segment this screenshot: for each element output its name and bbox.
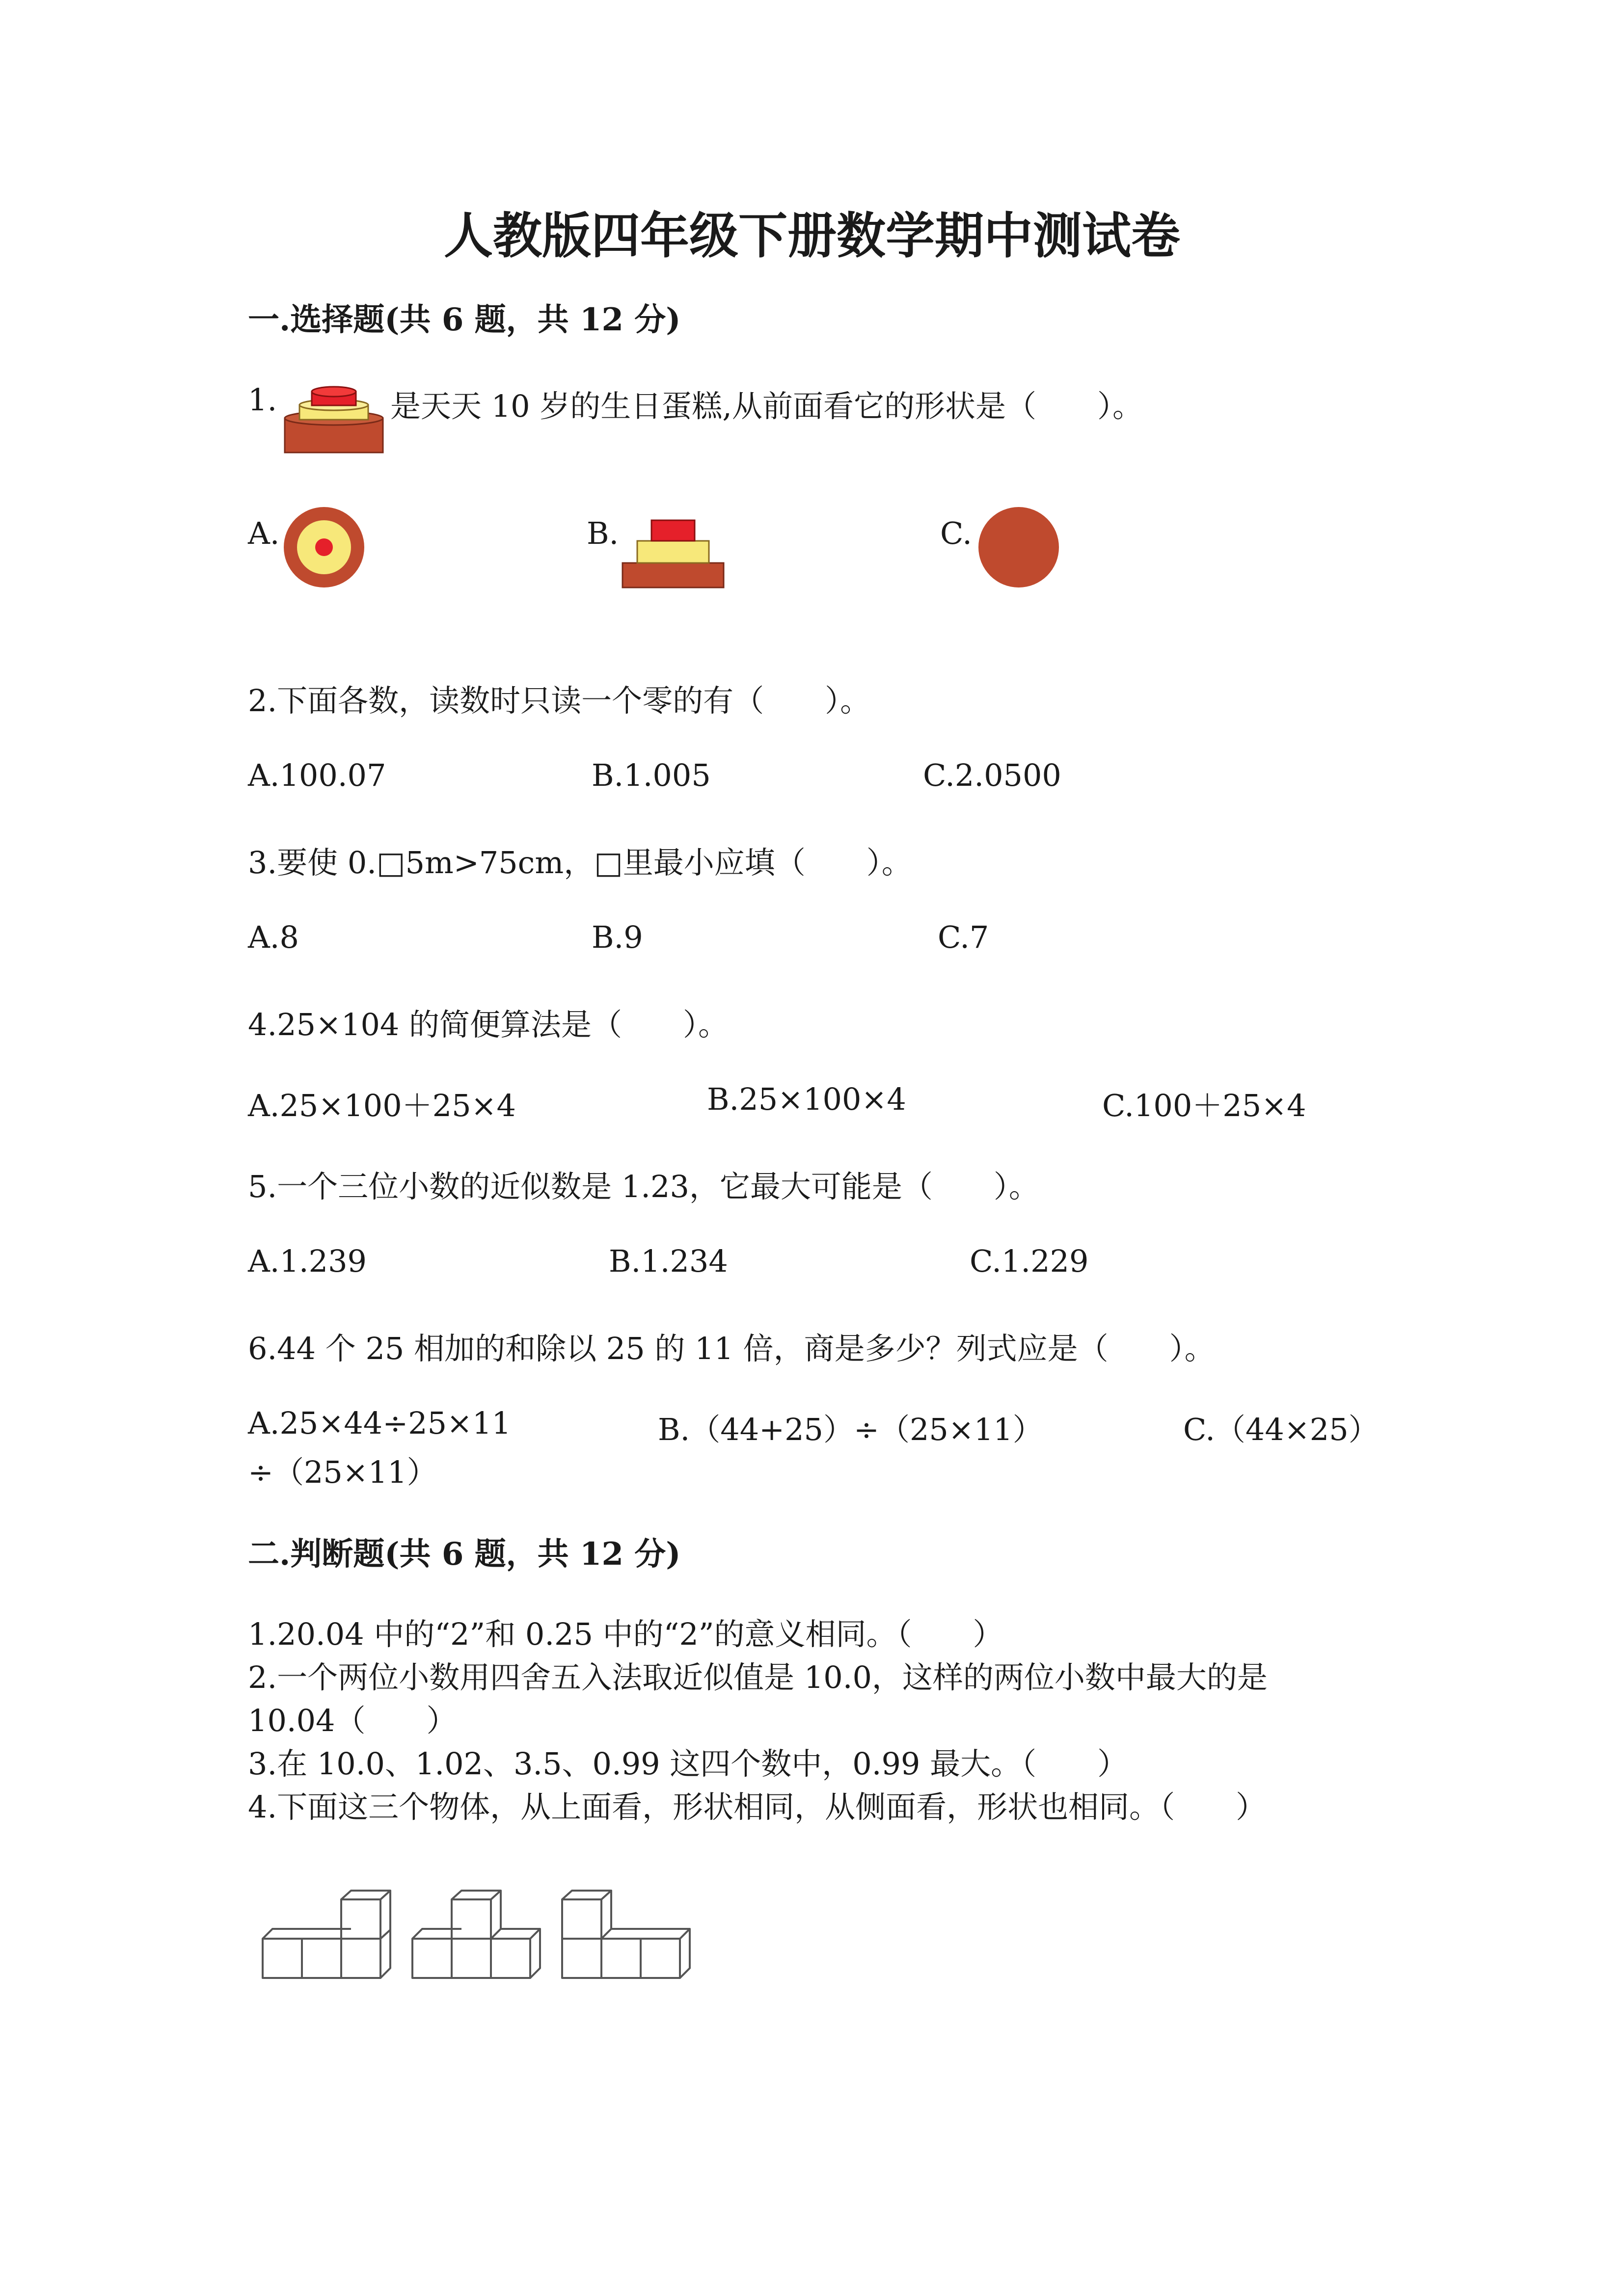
section1-heading: 一.选择题(共 6 题，共 12 分) bbox=[248, 301, 681, 338]
q4-option-b: B.25×100×4 bbox=[707, 1081, 906, 1117]
q6-text: 6.44 个 25 相加的和除以 25 的 11 倍，商是多少？列式应是（ ）。 bbox=[248, 1331, 1215, 1366]
q5-option-a: A.1.239 bbox=[248, 1243, 367, 1279]
q1-number: 1. bbox=[248, 382, 277, 418]
q2-option-c: C.2.0500 bbox=[923, 757, 1061, 793]
cube-figures-image bbox=[260, 1895, 702, 1988]
q1-option-a-image bbox=[282, 506, 366, 589]
q1-option-c-image bbox=[977, 506, 1060, 589]
q4-text: 4.25×104 的简便算法是（ ）。 bbox=[248, 1007, 729, 1042]
q1-cake-image bbox=[282, 383, 390, 461]
judge-item-2-continuation: 10.04（ ） bbox=[248, 1703, 457, 1738]
q6-option-b: B.（44+25）÷（25×11） bbox=[658, 1412, 1043, 1447]
q3-option-a: A.8 bbox=[248, 919, 299, 955]
q3-option-c: C.7 bbox=[938, 919, 989, 955]
q1-option-b-label: B. bbox=[587, 515, 619, 551]
q4-option-a: A.25×100＋25×4 bbox=[248, 1088, 516, 1123]
q6-option-a: A.25×44÷25×11 bbox=[248, 1405, 511, 1441]
q1-option-a-label: A. bbox=[248, 515, 280, 551]
q3-text: 3.要使 0.□5m>75cm，□里最小应填（ ）。 bbox=[248, 845, 912, 881]
judge-item-4: 4.下面这三个物体，从上面看，形状相同，从侧面看，形状也相同。（ ） bbox=[248, 1789, 1267, 1825]
q2-text: 2.下面各数，读数时只读一个零的有（ ）。 bbox=[248, 683, 871, 719]
q4-option-c: C.100＋25×4 bbox=[1102, 1088, 1306, 1123]
q1-text: 是天天 10 岁的生日蛋糕,从前面看它的形状是（ ）。 bbox=[390, 388, 1143, 424]
section2-heading: 二.判断题(共 6 题，共 12 分) bbox=[248, 1536, 681, 1573]
q1-option-c-label: C. bbox=[940, 515, 972, 551]
q2-option-b: B.1.005 bbox=[592, 757, 711, 793]
q2-option-a: A.100.07 bbox=[248, 757, 386, 793]
q3-option-b: B.9 bbox=[592, 919, 643, 955]
cube-figure-2 bbox=[412, 1891, 540, 1978]
judge-item-3: 3.在 10.0、1.02、3.5、0.99 这四个数中，0.99 最大。（ ） bbox=[248, 1746, 1128, 1782]
judge-item-1: 1.20.04 中的“2”和 0.25 中的“2”的意义相同。（ ） bbox=[248, 1616, 1003, 1652]
q1-option-b-image bbox=[621, 516, 727, 590]
cube-figure-1 bbox=[263, 1891, 390, 1978]
q6-option-c: C.（44×25） bbox=[1183, 1412, 1379, 1447]
cube-figure-3 bbox=[562, 1891, 690, 1978]
q5-option-b: B.1.234 bbox=[609, 1243, 728, 1279]
q5-text: 5.一个三位小数的近似数是 1.23，它最大可能是（ ）。 bbox=[248, 1169, 1039, 1204]
q6-option-c-continuation: ÷（25×11） bbox=[248, 1454, 437, 1490]
page-title: 人教版四年级下册数学期中测试卷 bbox=[444, 207, 1180, 265]
q5-option-c: C.1.229 bbox=[970, 1243, 1089, 1279]
judge-item-2: 2.一个两位小数用四舍五入法取近似值是 10.0，这样的两位小数中最大的是 bbox=[248, 1659, 1268, 1695]
